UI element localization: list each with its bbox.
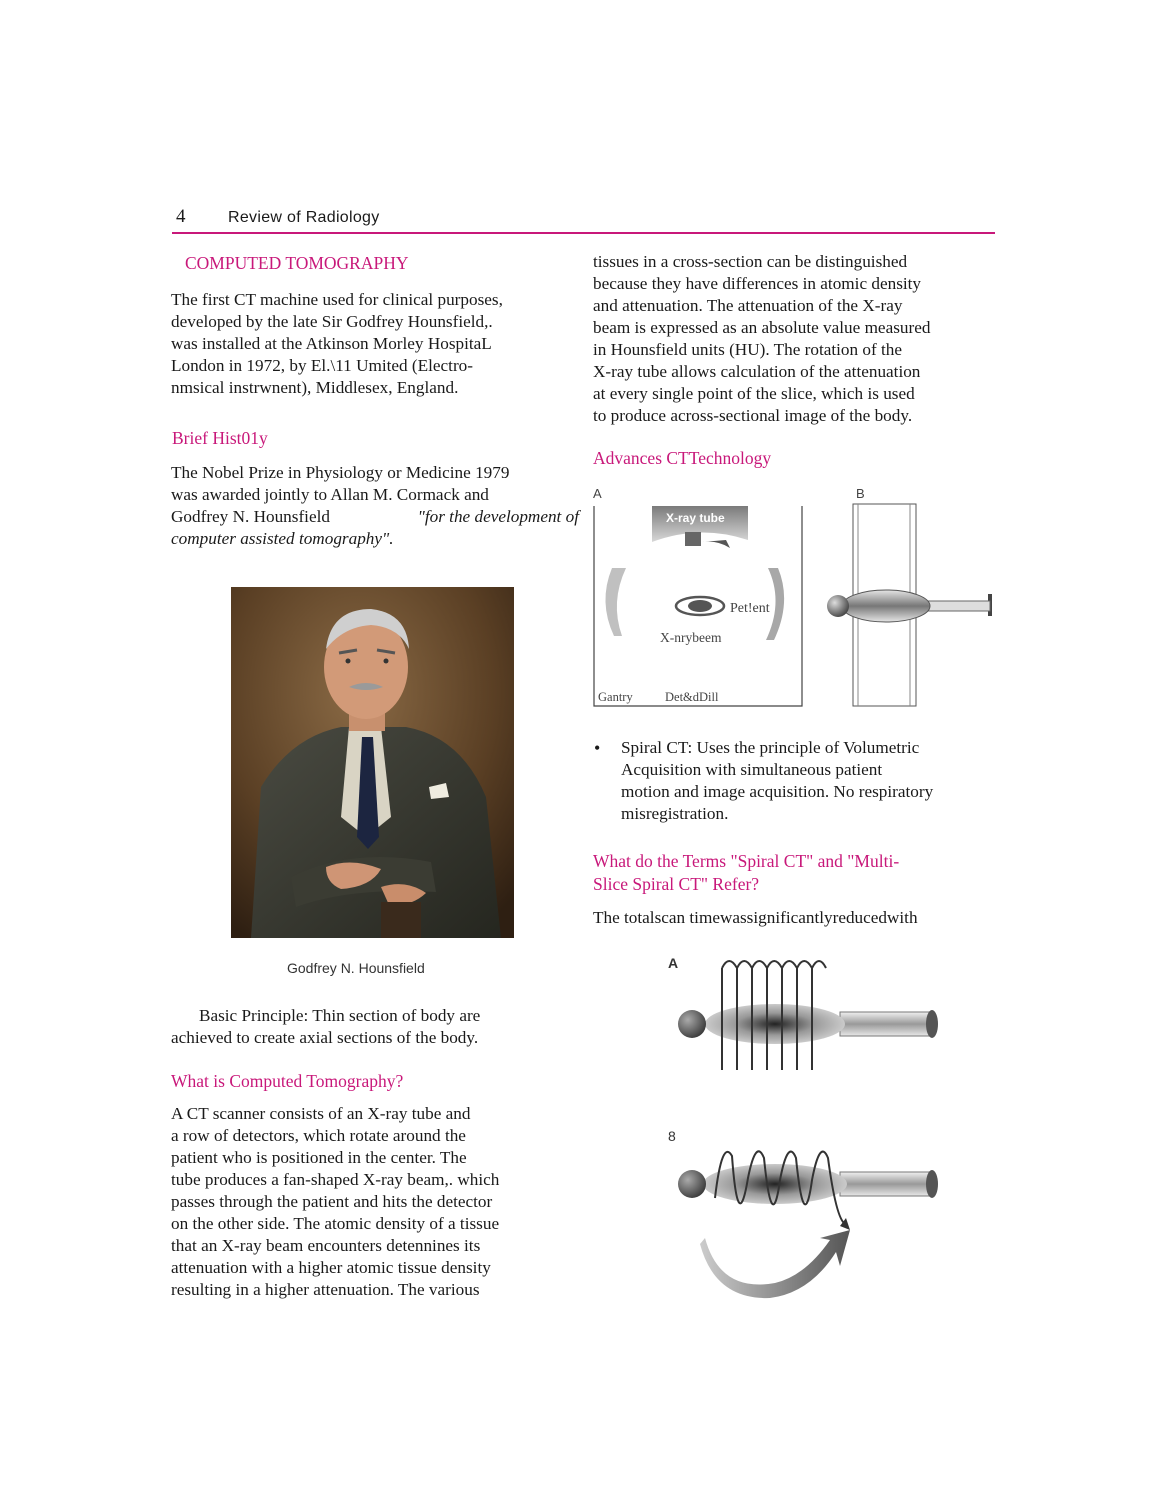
section-heading-terms xyxy=(593,851,899,895)
text-line: The first CT machine used for clinical purposes, xyxy=(171,290,503,309)
quote-text: computer assisted tomography". xyxy=(171,529,394,548)
running-header-title: Review of Radiology xyxy=(228,209,380,226)
history-paragraph xyxy=(171,462,579,550)
header-rule xyxy=(172,232,995,234)
page-number: 4 xyxy=(176,206,186,227)
spiral-scan-diagram xyxy=(678,1151,938,1298)
photo-caption: Godfrey N. Hounsfield xyxy=(287,960,425,976)
text-line xyxy=(171,506,579,528)
patient-body xyxy=(703,1164,847,1204)
section-heading-brief-history: Brief Hist01y xyxy=(172,428,268,448)
text-line: beam is expressed as an absolute value measured xyxy=(593,318,931,337)
text-line: A CT scanner consists of an X-ray tube and xyxy=(171,1104,471,1123)
text-line: attenuation with a higher atomic tissue density xyxy=(171,1258,491,1277)
heading-line: What do the Terms "Spiral CT" and "Multi- xyxy=(593,851,900,871)
text-line: to produce across-sectional image of the body. xyxy=(593,406,913,425)
patient-table xyxy=(840,1012,932,1036)
figure-label-a: A xyxy=(668,955,679,971)
table-end xyxy=(926,1170,938,1198)
patient-body xyxy=(842,590,930,622)
text-line: achieved to create axial sections of the body. xyxy=(171,1028,479,1047)
text-span: Godfrey N. Hounsfield xyxy=(171,507,330,526)
text-line: passes through the patient and hits the detector xyxy=(171,1192,493,1211)
text-line: Basic Principle: Thin section of body are xyxy=(199,1006,481,1025)
portrait-image xyxy=(231,587,514,938)
text-line: X-ray tube allows calculation of the attenuation xyxy=(593,362,921,381)
text-line: Acquisition with simultaneous patient xyxy=(621,760,883,779)
xray-tube-label: X-ray tube xyxy=(666,511,725,525)
text-line: resulting in a higher attenuation. The various xyxy=(171,1280,480,1299)
figure-label-b: 8 xyxy=(668,1128,676,1144)
bullet-icon: • xyxy=(594,738,601,758)
continuation-paragraph xyxy=(593,251,1001,427)
ct-gantry-figure xyxy=(590,484,1000,714)
xray-tube-icon xyxy=(685,532,701,546)
text-line: in Hounsfield units (HU). The rotation of the xyxy=(593,340,903,359)
section-heading-computed-tomography: COMPUTED TOMOGRAPHY xyxy=(185,253,409,273)
rotation-arrow-icon xyxy=(702,540,730,548)
text-line: developed by the late Sir Godfrey Hounsfield,. xyxy=(171,312,493,331)
text-line: misregistration. xyxy=(621,804,729,823)
text-line: was installed at the Atkinson Morley HospitaL xyxy=(171,334,492,353)
spiral-ct-figure xyxy=(660,948,950,1298)
patient-label: Pet!ent xyxy=(730,601,770,616)
text-line: at every single point of the slice, which is used xyxy=(593,384,915,403)
what-is-ct-paragraph xyxy=(171,1103,579,1301)
text-line: on the other side. The atomic density of a tissue xyxy=(171,1214,500,1233)
text-line: London in 1972, by El.\11 Umited (Electro- xyxy=(171,356,473,375)
patient-head xyxy=(678,1170,706,1198)
text-line: The Nobel Prize in Physiology or Medicine 1979 xyxy=(171,463,510,482)
text-line: and attenuation. The attenuation of the X-ray xyxy=(593,296,903,315)
text-line: because they have differences in atomic density xyxy=(593,274,922,293)
heading-line: Slice Spiral CT" Refer? xyxy=(593,874,760,894)
text-line: motion and image acquisition. No respiratory xyxy=(621,782,934,801)
text-line: tube produces a fan-shaped X-ray beam,. which xyxy=(171,1170,500,1189)
table-motion-arrow-icon xyxy=(700,1230,850,1298)
quote-text: "for the development of xyxy=(417,507,579,526)
text-line: tissues in a cross-section can be distinguished xyxy=(593,252,908,271)
total-scan-line: The totalscan timewassignificantlyreducedwith xyxy=(593,908,918,927)
figure-label-b: B xyxy=(856,486,865,501)
spiral-ct-bullet xyxy=(621,737,1001,825)
patient-body xyxy=(705,1004,845,1044)
detector-arc-left xyxy=(605,568,626,636)
portrait-photo xyxy=(231,587,514,938)
patient-icon-core xyxy=(688,600,712,612)
intro-paragraph xyxy=(171,289,579,399)
gantry-label: Gantry xyxy=(598,690,633,704)
text-line: that an X-ray beam encounters detennines its xyxy=(171,1236,481,1255)
patient-table xyxy=(840,1172,932,1196)
xray-beam-label: X-nrybeem xyxy=(660,630,722,645)
text-line: patient who is positioned in the center. The xyxy=(171,1148,467,1167)
sequential-scan-diagram xyxy=(678,961,938,1070)
text-line: Spiral CT: Uses the principle of Volumetric xyxy=(621,738,920,757)
text-line: nmsical instrwnent), Middlesex, England. xyxy=(171,378,459,397)
text-line: was awarded jointly to Allan M. Cormack and xyxy=(171,485,489,504)
table-end xyxy=(926,1010,938,1038)
section-heading-advances: Advances CTTechnology xyxy=(593,448,772,468)
text-line: a row of detectors, which rotate around the xyxy=(171,1126,466,1145)
figure-label-a: A xyxy=(593,486,602,501)
patient-head xyxy=(678,1010,706,1038)
detector-label: Det&dDill xyxy=(665,690,719,704)
basic-principle-paragraph xyxy=(171,1005,579,1049)
section-heading-what-is-ct: What is Computed Tomography? xyxy=(171,1071,404,1091)
patient-head xyxy=(827,595,849,617)
